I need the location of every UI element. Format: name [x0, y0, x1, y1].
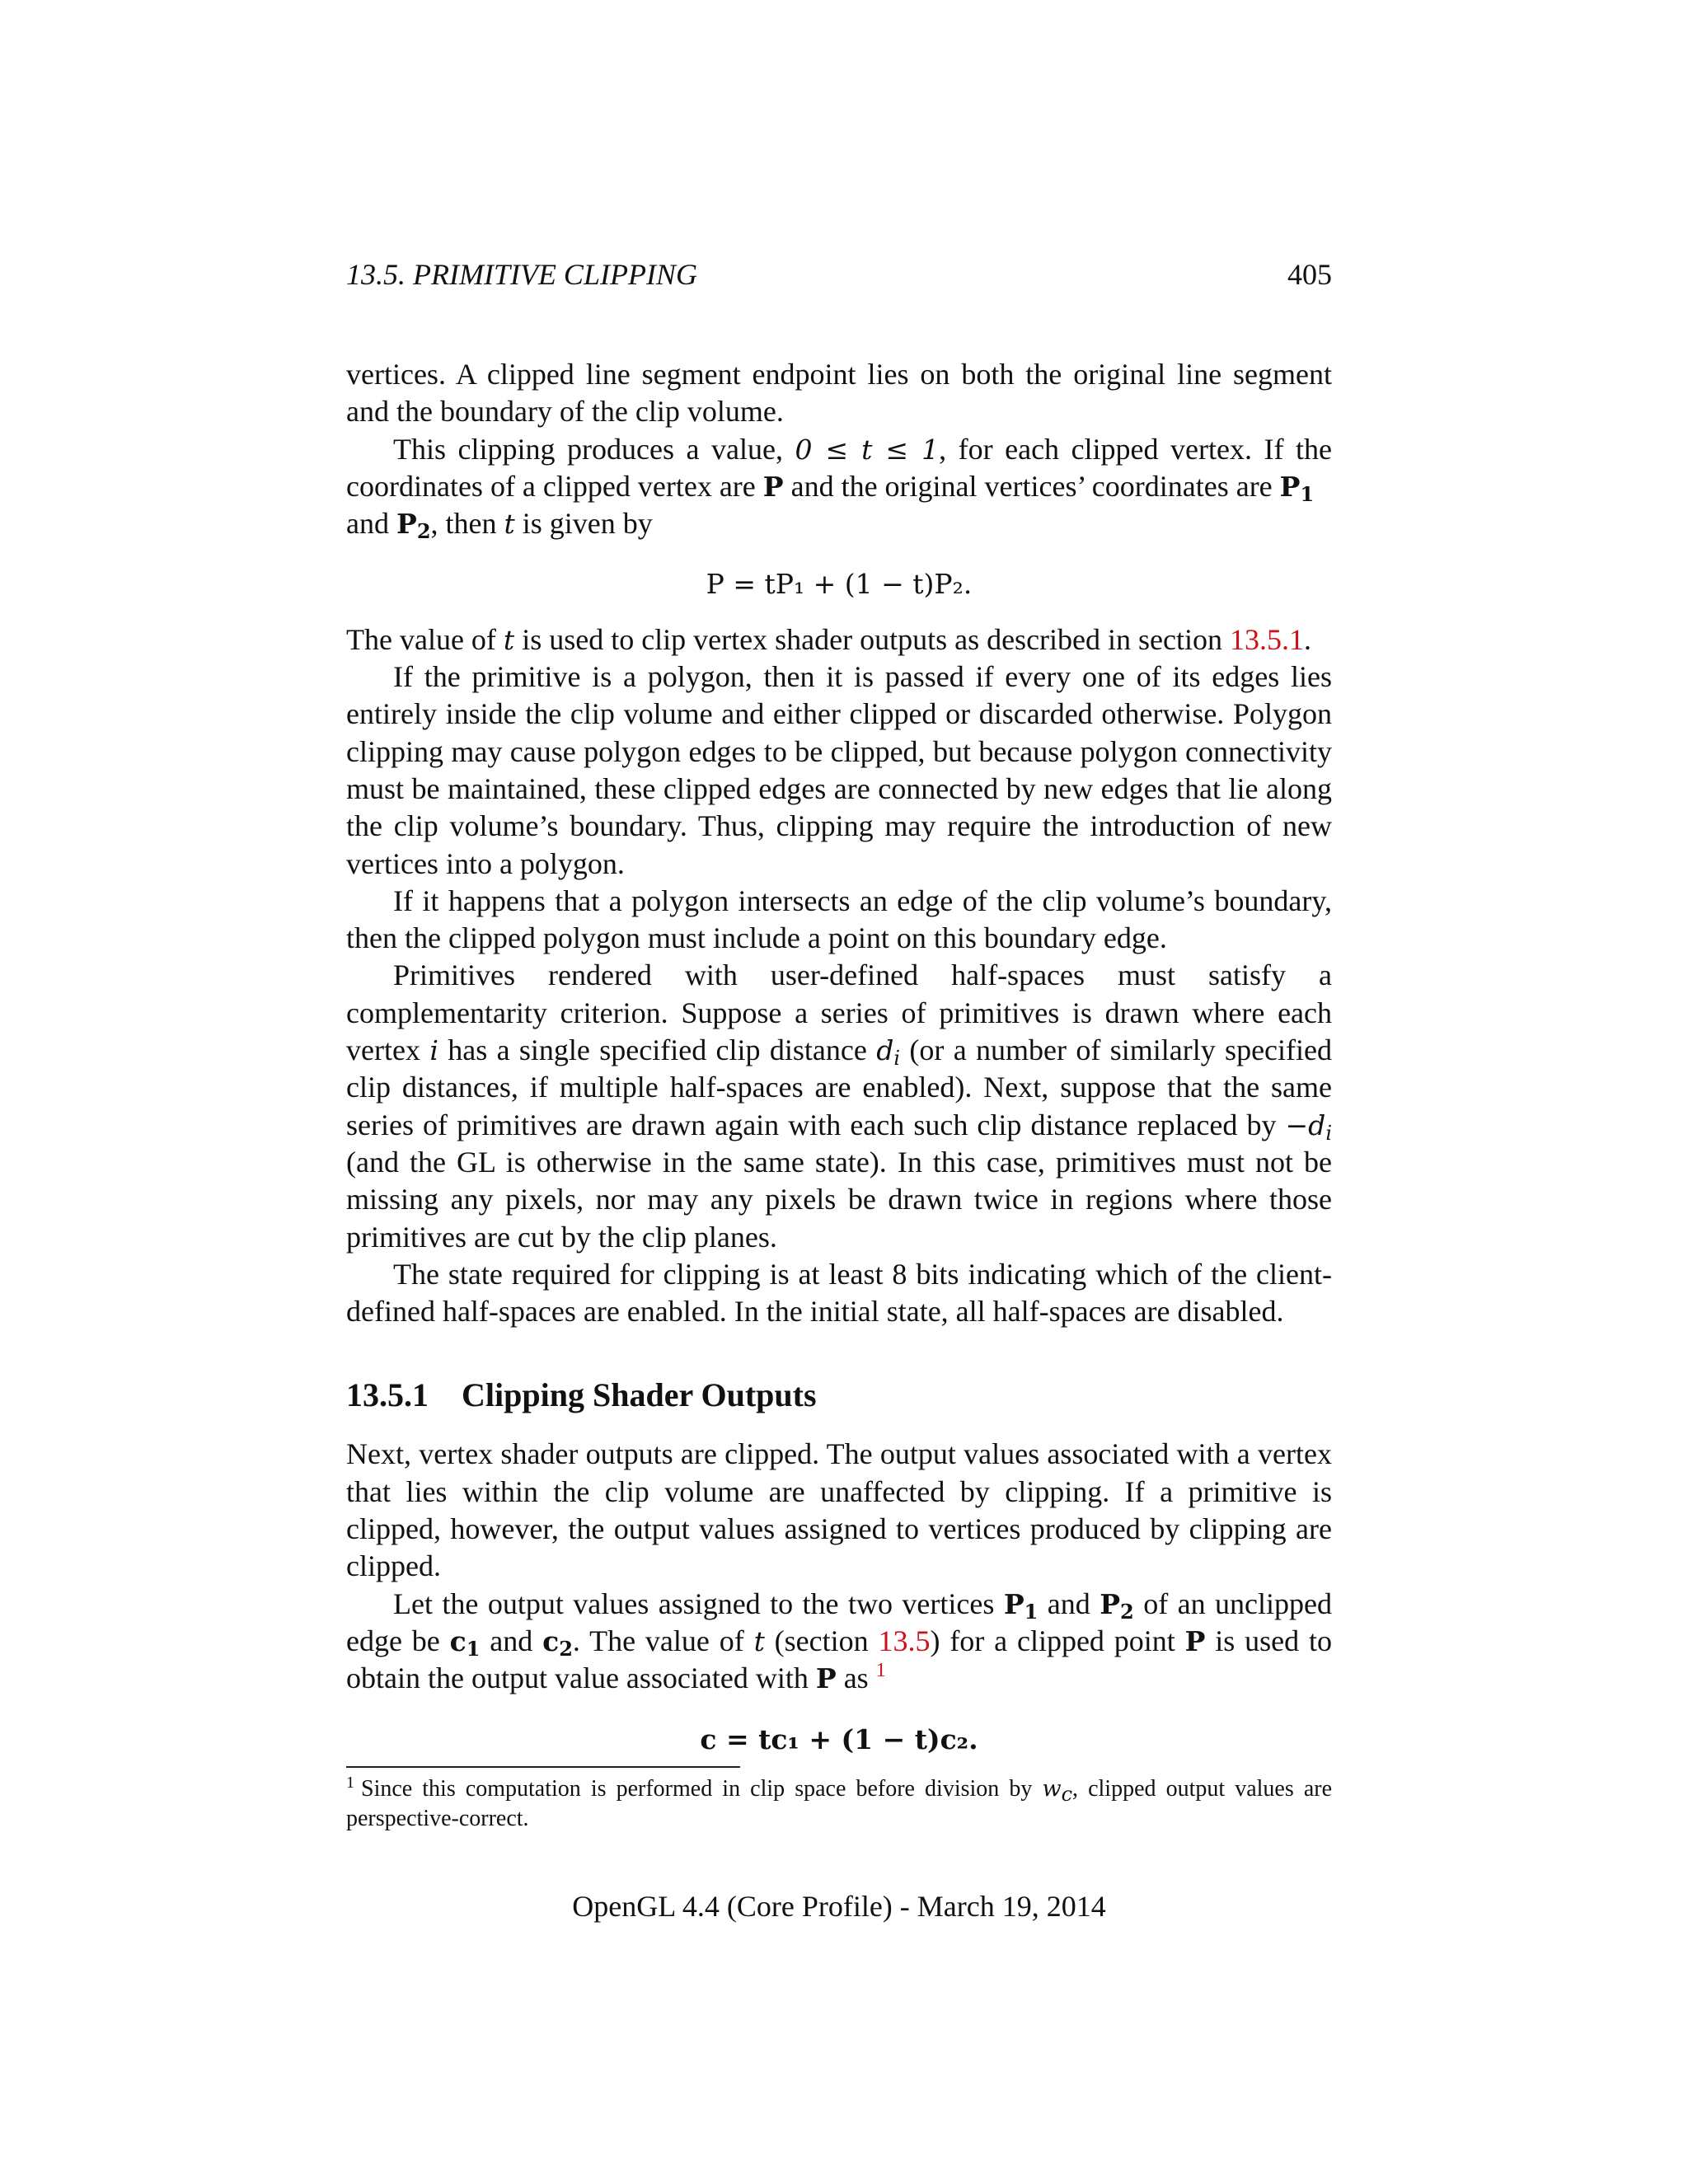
math-neg-di: $-d_i$: [1285, 1108, 1332, 1145]
math-P: P: [762, 470, 784, 503]
paragraph-4: If the primitive is a polygon, then it is passed if every one of its edges lies entirely inside the clip volume and either clipped or discarded otherwise. Polygon clipping may cause polygon edges to be clipped, but because polygon connectivity must be maintained, these clipped edges are connected by new edges that lie along the clip volume’s boundary. Thus, clipping may require the introduction of new vertices into a polygon.: [346, 660, 1332, 880]
math-t: t: [503, 623, 515, 656]
math-t: t: [504, 508, 515, 541]
footnote-rule: [346, 1766, 740, 1768]
running-footer: OpenGL 4.4 (Core Profile) - March 19, 2014: [572, 1890, 1106, 1923]
math-wc: $w_c$: [1042, 1776, 1073, 1806]
paragraph-7: The state required for clipping is at least 8 bits indicating which of the client-defined half-spaces are enabled. In the initial state, all half-spaces are disabled.: [346, 1257, 1332, 1329]
math-P2: $P_2$: [396, 508, 431, 544]
math-P1: $P_1$: [1279, 470, 1315, 506]
body-text: [346, 356, 1332, 1776]
header-section-title: 13.5. PRIMITIVE CLIPPING: [346, 258, 697, 291]
section-link-13-5[interactable]: 13.5: [878, 1624, 931, 1657]
subsection-title: Clipping Shader Outputs: [462, 1376, 817, 1414]
paragraph-3: The value of t is used to clip vertex shader outputs as described in section 13.5.1.: [346, 622, 1311, 656]
footnote: $^1$ Since this computation is performed in clip space before division by $w_c$, clipped output values are perspective-correct.: [346, 1774, 1332, 1831]
paragraph-1: vertices. A clipped line segment endpoint lies on both the original line segment and the boundary of the clip volume.: [346, 358, 1332, 429]
subsection-number: 13.5.1: [346, 1376, 429, 1414]
section-link-13-5-1[interactable]: 13.5.1: [1229, 622, 1304, 656]
footnote-mark: 1: [346, 1774, 354, 1792]
math-P1: $P_1$: [1003, 1587, 1039, 1624]
math-c2: $c_2$: [542, 1624, 573, 1661]
math-range: 0 ≤ t ≤ 1: [795, 433, 940, 466]
paragraph-9: Let the output values assigned to the two vertices $P_1$ and $P_2$ of an unclipped edge be $c_1$ and $c_2$. The value of t (section 13.5) for a clipped point P is used to obtain the output value associated with P as $^1$: [346, 1586, 1333, 1695]
math-c1: $c_1$: [449, 1624, 481, 1661]
paragraph-8: Next, vertex shader outputs are clipped. The output values associated with a vertex that lies within the clip volume are unaffected by clipping. If a primitive is clipped, however, the output values assigned to vertices produced by clipping are clipped.: [346, 1437, 1332, 1583]
paragraph-6: Primitives rendered with user-defined half-spaces must satisfy a complementarity criterion. Suppose a series of primitives is drawn where each vertex i has a single specified clip distance $d_i$ (or a number of similarly specified clip distances, if multiple half-spaces are enabled). Next, suppose that the same series of primitives are drawn again with each such clip distance replaced by $-d_i$ (and the GL is otherwise in the same state). In this case, primitives must not be missing any pixels, nor may any pixels be drawn twice in regions where those primitives are cut by the clip planes.: [346, 958, 1332, 1254]
page-number: 405: [1287, 258, 1332, 291]
footnote-marker[interactable]: 1: [875, 1660, 886, 1682]
paragraph-5: If it happens that a polygon intersects an edge of the clip volume’s boundary, then the clipped polygon must include a point on this boundary edge.: [346, 883, 1332, 955]
running-header: [346, 257, 1332, 298]
equation-2: c = tc₁ + (1 − t)c₂.: [700, 1722, 978, 1755]
math-P2: $P_2$: [1100, 1587, 1134, 1624]
subsection-heading: [346, 1375, 1332, 1416]
equation-1: P = tP₁ + (1 − t)P₂.: [706, 568, 973, 601]
math-t: t: [753, 1624, 765, 1657]
math-i: i: [429, 1034, 438, 1067]
math-di: $d_i$: [876, 1034, 901, 1071]
paragraph-2: This clipping produces a value, 0 ≤ t ≤ 1, for each clipped vertex. If the coordinates of a clipped vertex are P and the original vertices’ coordinates are $P_1$ and $P_2$, then t is given by: [346, 432, 1332, 544]
math-P: P: [1184, 1624, 1206, 1657]
math-P: P: [815, 1662, 837, 1695]
